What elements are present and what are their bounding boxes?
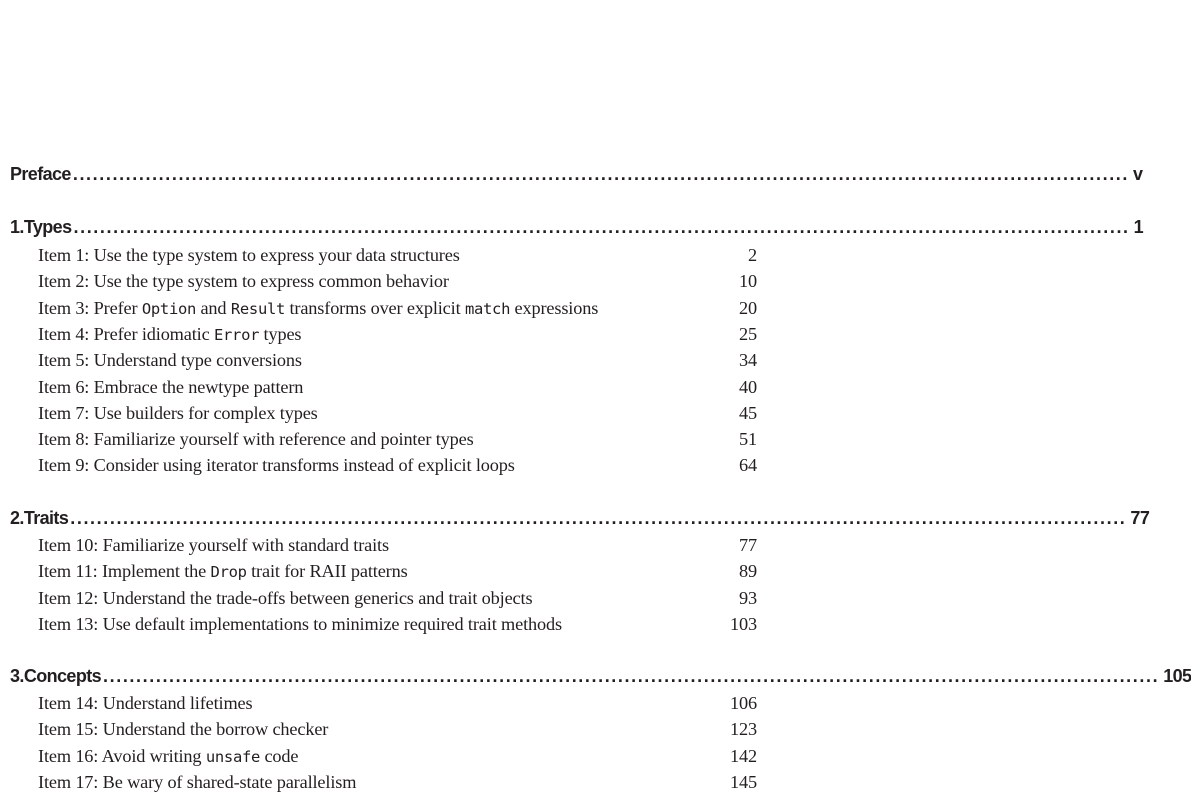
toc-item-row[interactable] bbox=[0, 427, 800, 451]
item-text: Item 2: Use the type system to express common behavior bbox=[38, 271, 449, 292]
dot-leader: ................................................................................................................................................................ bbox=[70, 508, 1127, 528]
item-text: Item 16: Avoid writing bbox=[38, 745, 206, 766]
dot-leader: ................................................................................................................................................................ bbox=[72, 164, 1130, 184]
item-page-number: 142 bbox=[730, 745, 757, 766]
item-text: Item 11: Implement the bbox=[38, 561, 211, 582]
item-text: Item 14: Understand lifetimes bbox=[38, 693, 253, 713]
item-page-number: 89 bbox=[739, 561, 757, 582]
toc-item-row[interactable] bbox=[0, 612, 800, 636]
code-term: Result bbox=[230, 299, 286, 318]
toc-item-row[interactable] bbox=[0, 401, 800, 425]
item-page-number: 51 bbox=[739, 429, 757, 450]
item-text: and bbox=[196, 297, 231, 318]
item-title bbox=[38, 427, 727, 451]
section-number: 1. bbox=[10, 217, 24, 237]
item-title bbox=[38, 269, 727, 293]
section-page-number: 105 bbox=[1163, 666, 1191, 686]
toc-item-row[interactable] bbox=[0, 770, 800, 794]
item-title bbox=[38, 559, 727, 584]
item-page-number: 106 bbox=[730, 693, 757, 713]
item-title bbox=[38, 770, 727, 794]
toc-item-row[interactable] bbox=[0, 296, 800, 320]
item-page-number: 145 bbox=[730, 771, 757, 792]
item-page-number: 40 bbox=[739, 376, 757, 397]
item-text: Item 6: Embrace the newtype pattern bbox=[38, 376, 304, 397]
toc-item-row[interactable] bbox=[0, 243, 800, 267]
dot-leader: ................................................................................................................................................................ bbox=[103, 666, 1160, 686]
item-title bbox=[38, 322, 727, 347]
item-text: Item 1: Use the type system to express your data structures bbox=[38, 245, 460, 265]
item-text: trait for RAII patterns bbox=[246, 561, 408, 582]
item-title bbox=[38, 717, 727, 741]
item-text: transforms over explicit bbox=[285, 297, 465, 318]
item-title bbox=[38, 533, 727, 557]
toc-item-row[interactable] bbox=[0, 375, 800, 399]
section-title: Preface bbox=[10, 164, 71, 184]
toc-item-row[interactable] bbox=[0, 348, 800, 372]
section-page-number: 77 bbox=[1130, 508, 1150, 528]
toc-item-row[interactable] bbox=[0, 453, 800, 477]
item-text: expressions bbox=[510, 297, 599, 318]
item-text: Item 12: Understand the trade-offs between generics and trait objects bbox=[38, 587, 533, 608]
dot-leader: ................................................................................................................................................................ bbox=[73, 217, 1130, 237]
toc-section-row[interactable] bbox=[0, 664, 1191, 688]
section-title: Traits bbox=[23, 508, 69, 528]
toc-item-row[interactable] bbox=[0, 717, 800, 741]
item-title bbox=[38, 744, 727, 769]
item-title bbox=[38, 691, 727, 715]
toc-item-row[interactable] bbox=[0, 691, 800, 715]
item-page-number: 103 bbox=[730, 613, 757, 634]
item-text: Item 7: Use builders for complex types bbox=[38, 402, 318, 423]
item-text: Item 8: Familiarize yourself with reference and pointer types bbox=[38, 429, 474, 450]
item-title bbox=[38, 586, 727, 610]
code-term: Error bbox=[213, 325, 260, 344]
item-page-number: 93 bbox=[739, 587, 757, 608]
item-page-number: 45 bbox=[739, 402, 757, 423]
item-text: Item 15: Understand the borrow checker bbox=[38, 719, 329, 740]
code-term: match bbox=[464, 299, 511, 318]
toc-section-row[interactable] bbox=[0, 162, 1143, 186]
item-text: Item 13: Use default implementations to minimize required trait methods bbox=[38, 613, 562, 634]
toc-item-row[interactable] bbox=[0, 322, 800, 346]
item-text: Item 17: Be wary of shared-state parallelism bbox=[38, 771, 357, 792]
item-page-number: 20 bbox=[739, 297, 757, 318]
item-page-number: 64 bbox=[739, 455, 757, 476]
code-term: Drop bbox=[210, 563, 247, 582]
section-number: 3. bbox=[10, 666, 24, 686]
section-number: 2. bbox=[10, 508, 24, 528]
code-term: unsafe bbox=[205, 747, 261, 766]
item-text: Item 10: Familiarize yourself with standard traits bbox=[38, 535, 389, 555]
item-title bbox=[38, 401, 727, 425]
item-text: Item 5: Understand type conversions bbox=[38, 350, 302, 371]
item-page-number: 123 bbox=[730, 719, 757, 740]
item-page-number: 25 bbox=[739, 323, 757, 344]
toc-item-row[interactable] bbox=[0, 269, 800, 293]
code-term: Option bbox=[141, 299, 197, 318]
item-title bbox=[38, 375, 727, 399]
toc-item-row[interactable] bbox=[0, 744, 800, 768]
item-page-number: 34 bbox=[739, 350, 757, 371]
item-page-number: 10 bbox=[739, 271, 757, 292]
section-title: Types bbox=[23, 217, 72, 237]
item-page-number: 2 bbox=[748, 245, 757, 265]
toc-section-row[interactable] bbox=[0, 506, 1150, 530]
item-title bbox=[38, 243, 727, 267]
toc-section-row[interactable] bbox=[0, 215, 1144, 239]
toc-item-row[interactable] bbox=[0, 533, 800, 557]
toc-item-row[interactable] bbox=[0, 559, 800, 583]
item-text: Item 4: Prefer idiomatic bbox=[38, 323, 214, 344]
toc-item-row[interactable] bbox=[0, 586, 800, 610]
item-text: types bbox=[259, 323, 302, 344]
item-text: Item 3: Prefer bbox=[38, 297, 142, 318]
item-text: Item 9: Consider using iterator transforms instead of explicit loops bbox=[38, 455, 515, 476]
item-page-number: 77 bbox=[739, 535, 757, 555]
item-title bbox=[38, 612, 727, 636]
item-title bbox=[38, 296, 727, 321]
item-title bbox=[38, 348, 727, 372]
item-text: code bbox=[260, 745, 299, 766]
section-page-number: 1 bbox=[1133, 217, 1144, 237]
item-title bbox=[38, 453, 727, 477]
section-page-number: v bbox=[1133, 164, 1143, 184]
section-title: Concepts bbox=[23, 666, 102, 686]
